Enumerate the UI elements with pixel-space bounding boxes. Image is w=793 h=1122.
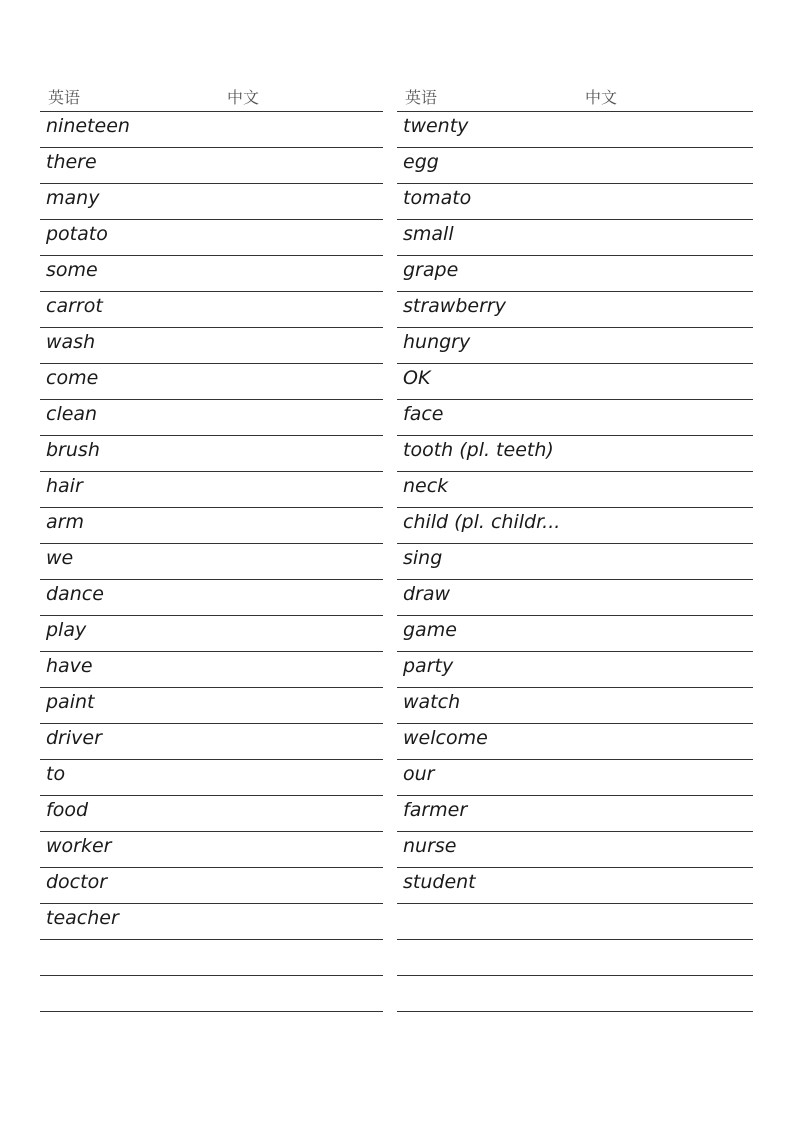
word-row xyxy=(397,364,753,400)
word-row xyxy=(40,220,383,256)
word-row xyxy=(397,400,753,436)
english-word: tooth (pl. teeth) xyxy=(403,439,554,461)
english-word: paint xyxy=(46,691,95,713)
word-row xyxy=(397,256,753,292)
word-row xyxy=(40,796,383,832)
english-word: worker xyxy=(46,835,112,857)
word-row xyxy=(40,544,383,580)
word-row xyxy=(40,364,383,400)
column-header xyxy=(397,82,753,112)
english-word: come xyxy=(46,367,99,389)
english-word: carrot xyxy=(46,295,103,317)
english-word: nineteen xyxy=(46,115,130,137)
word-row xyxy=(397,220,753,256)
english-word: twenty xyxy=(403,115,469,137)
word-row xyxy=(397,184,753,220)
word-row xyxy=(40,652,383,688)
word-row xyxy=(397,112,753,148)
english-word: farmer xyxy=(403,799,468,821)
word-row xyxy=(40,112,383,148)
word-row xyxy=(40,832,383,868)
english-word: arm xyxy=(46,511,84,533)
english-word: wash xyxy=(46,331,96,353)
word-row xyxy=(40,868,383,904)
header-chinese: 中文 xyxy=(585,88,618,107)
blank-row xyxy=(397,940,753,976)
english-word: many xyxy=(46,187,100,209)
word-row xyxy=(397,760,753,796)
word-row xyxy=(397,508,753,544)
word-row xyxy=(397,472,753,508)
english-word: potato xyxy=(46,223,108,245)
word-row xyxy=(397,292,753,328)
english-word: teacher xyxy=(46,907,119,929)
english-word: child (pl. childr... xyxy=(403,511,561,533)
english-word: there xyxy=(46,151,97,173)
english-word: driver xyxy=(46,727,102,749)
word-row xyxy=(40,256,383,292)
blank-row xyxy=(40,976,383,1012)
english-word: strawberry xyxy=(403,295,506,317)
word-row xyxy=(397,724,753,760)
english-word: doctor xyxy=(46,871,108,893)
english-word: nurse xyxy=(403,835,457,857)
english-word: neck xyxy=(403,475,449,497)
word-row xyxy=(40,904,383,940)
word-row xyxy=(397,328,753,364)
english-word: have xyxy=(46,655,93,677)
english-word: dance xyxy=(46,583,104,605)
blank-row xyxy=(40,940,383,976)
english-word: OK xyxy=(403,367,431,389)
english-word: hair xyxy=(46,475,83,497)
word-row xyxy=(397,148,753,184)
word-row xyxy=(397,436,753,472)
english-word: grape xyxy=(403,259,459,281)
english-word: our xyxy=(403,763,435,785)
column-header xyxy=(40,82,383,112)
english-word: to xyxy=(46,763,66,785)
english-word: sing xyxy=(403,547,443,569)
english-word: small xyxy=(403,223,454,245)
english-word: party xyxy=(403,655,454,677)
word-row xyxy=(397,688,753,724)
vocab-column-right xyxy=(397,82,753,1012)
word-row xyxy=(40,328,383,364)
english-word: hungry xyxy=(403,331,471,353)
word-row xyxy=(40,436,383,472)
word-row xyxy=(40,400,383,436)
english-word: brush xyxy=(46,439,100,461)
word-row xyxy=(397,868,753,904)
english-word: we xyxy=(46,547,74,569)
word-row xyxy=(40,184,383,220)
blank-row xyxy=(397,904,753,940)
english-word: some xyxy=(46,259,98,281)
english-word: welcome xyxy=(403,727,488,749)
word-row xyxy=(40,580,383,616)
header-chinese: 中文 xyxy=(227,88,260,107)
header-english: 英语 xyxy=(405,88,438,107)
word-row xyxy=(397,652,753,688)
word-list xyxy=(397,112,753,1012)
english-word: play xyxy=(46,619,87,641)
word-row xyxy=(40,688,383,724)
english-word: game xyxy=(403,619,457,641)
english-word: food xyxy=(46,799,88,821)
word-row xyxy=(40,724,383,760)
word-row xyxy=(397,832,753,868)
word-row xyxy=(397,544,753,580)
word-row xyxy=(40,148,383,184)
vocab-column-left xyxy=(40,82,383,1012)
blank-row xyxy=(397,976,753,1012)
english-word: watch xyxy=(403,691,461,713)
word-row xyxy=(397,796,753,832)
word-row xyxy=(40,292,383,328)
word-row xyxy=(40,760,383,796)
english-word: face xyxy=(403,403,444,425)
english-word: student xyxy=(403,871,476,893)
word-row xyxy=(40,472,383,508)
english-word: draw xyxy=(403,583,451,605)
word-row xyxy=(397,580,753,616)
word-row xyxy=(40,508,383,544)
header-english: 英语 xyxy=(48,88,81,107)
english-word: clean xyxy=(46,403,98,425)
english-word: tomato xyxy=(403,187,472,209)
word-row xyxy=(40,616,383,652)
english-word: egg xyxy=(403,151,439,173)
word-row xyxy=(397,616,753,652)
word-list xyxy=(40,112,383,1012)
